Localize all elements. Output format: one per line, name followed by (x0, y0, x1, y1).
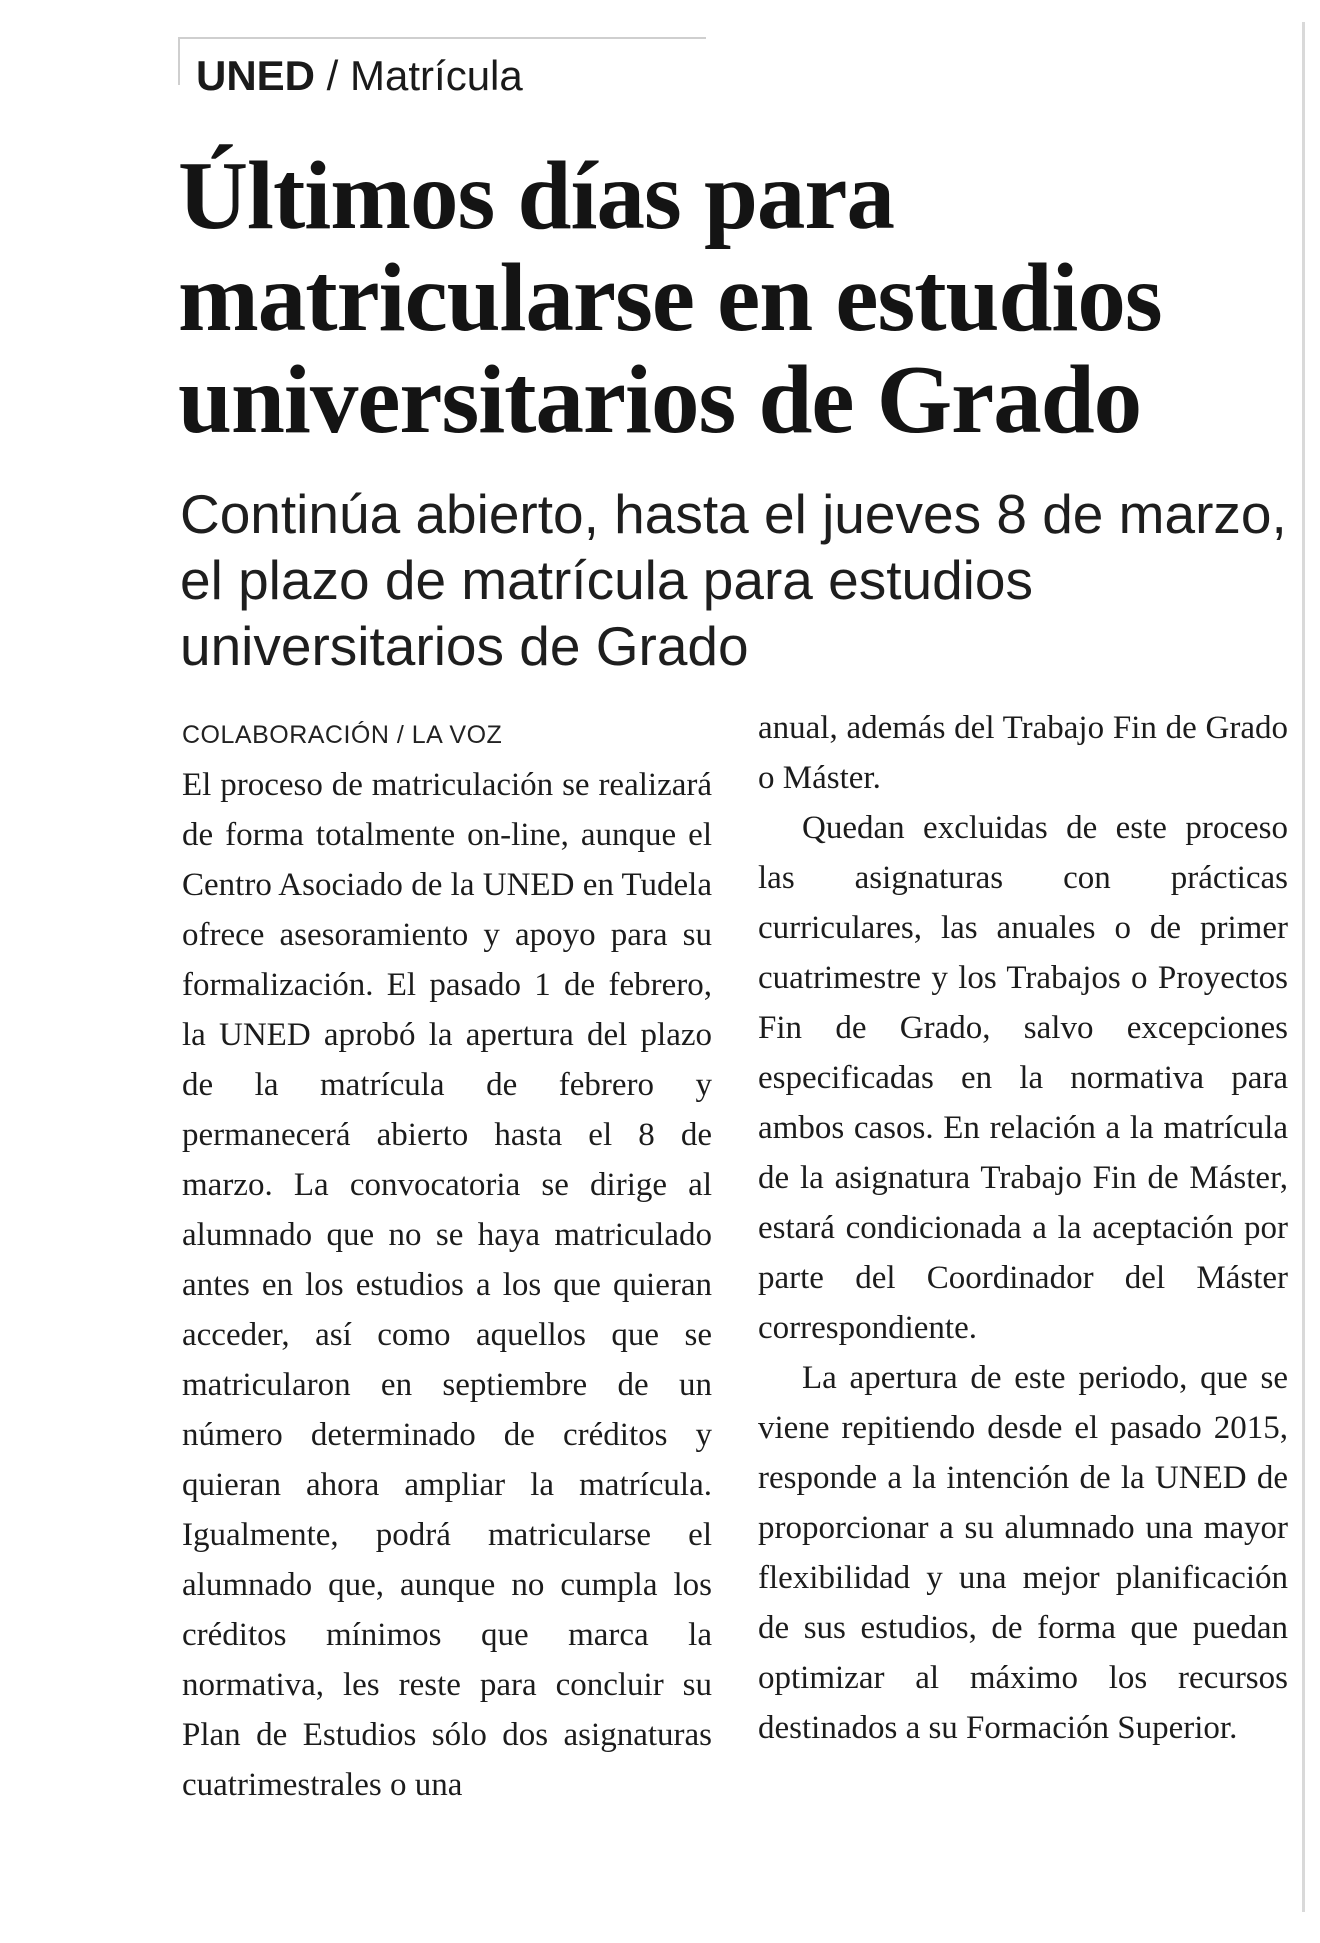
section-separator: / (315, 52, 351, 99)
section-brand: UNED (196, 52, 316, 99)
article-paragraph: El proceso de matriculación se realizará de forma totalmente on-line, aunque el Centro Asociado de la UNED en Tudela ofrece asesoramiento y apoyo para su formalización. El pasado 1 de febrero, la UNED aprobó la apertura del plazo de la matrícula de febrero y permanecerá abierto hasta el 8 de marzo. La convocatoria se dirige al alumnado que no se haya matriculado antes en los estudios a los que quieran acceder, así como aquellos que se matricularon en septiembre de un número determinado de créditos y quieran ahora ampliar la matrícula. Igualmente, podrá matricularse el alumnado que, aunque no cumpla los créditos mínimos que marca la normativa, les reste para concluir su Plan de Estudios sólo dos asignaturas cuatrimestrales o una (182, 767, 712, 1803)
byline: COLABORACIÓN / LA VOZ (182, 721, 503, 749)
section-label (196, 50, 523, 102)
article-paragraph: anual, además del Trabajo Fin de Grado o Máster. (758, 710, 1288, 796)
article-paragraph: La apertura de este periodo, que se viene repitiendo desde el pasado 2015, responde a la intención de la UNED de proporcionar a su alumnado una mayor flexibilidad y una mejor planificación de sus estudios, de forma que puedan optimizar al máximo los recursos destinados a su Formación Superior. (758, 1360, 1288, 1746)
article-column-right (758, 703, 1288, 1753)
subheadline: Continúa abierto, hasta el jueves 8 de marzo, el plazo de matrícula para estudios universitarios de Grado (180, 483, 1287, 677)
article-paragraph: Quedan excluidas de este proceso las asignaturas con prácticas curriculares, las anuales o de primer cuatrimestre y los Trabajos o Proyectos Fin de Grado, salvo excepciones especificadas en la normativa para ambos casos. En relación a la matrícula de la asignatura Trabajo Fin de Máster, estará condicionada a la aceptación por parte del Coordinador del Máster correspondiente. (758, 810, 1288, 1346)
column-rule (1302, 22, 1305, 1912)
top-rule (178, 37, 706, 39)
article-column-left (182, 710, 712, 1810)
top-rule-tick (178, 37, 180, 85)
section-topic: Matrícula (350, 52, 523, 99)
headline: Últimos días para matricularse en estudios universitarios de Grado (178, 142, 1162, 453)
